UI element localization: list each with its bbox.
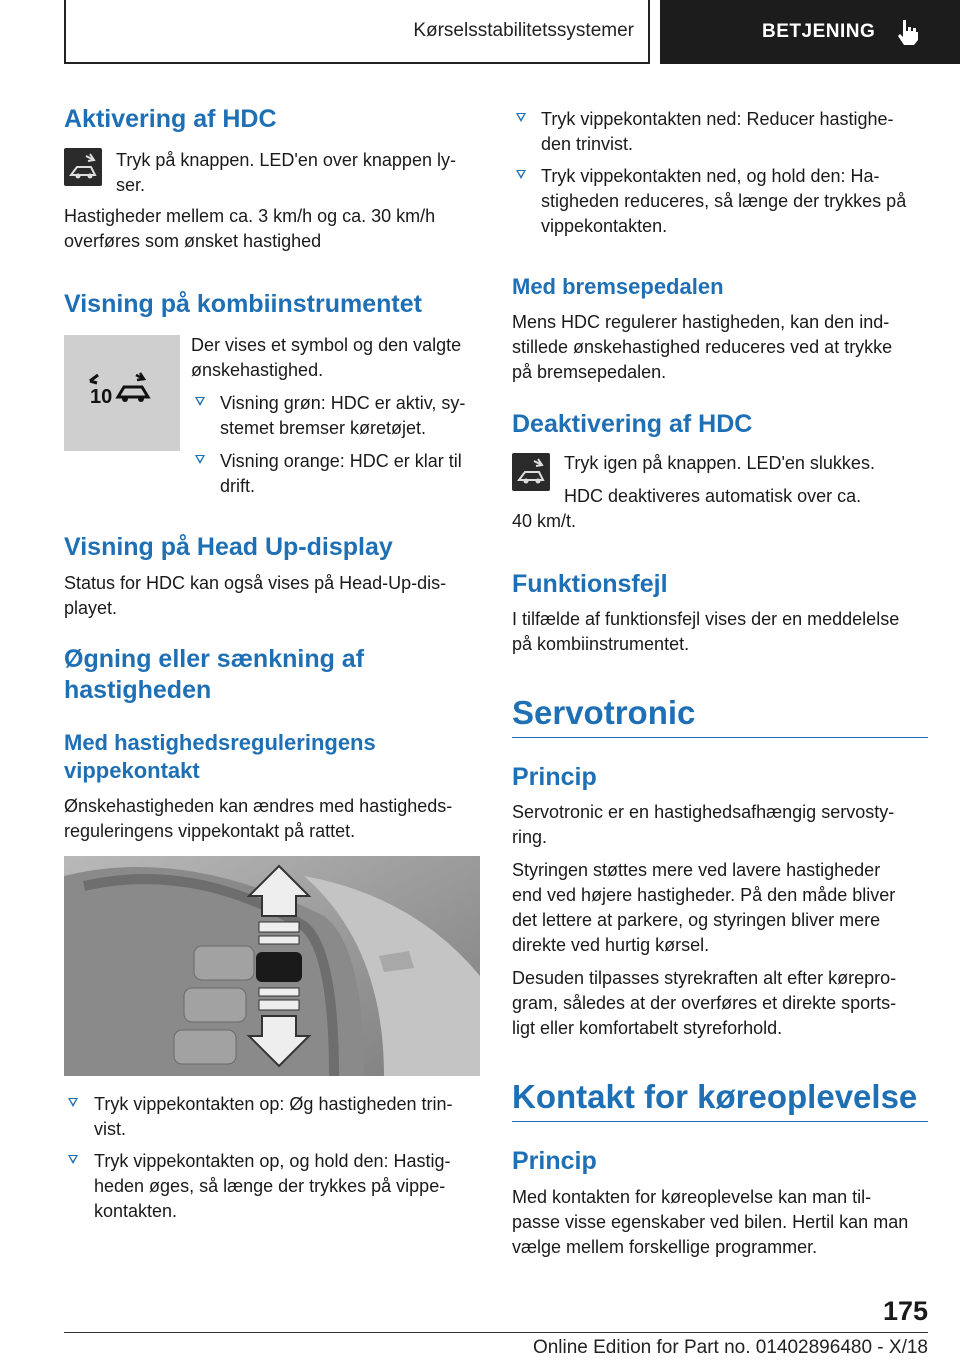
para-tryk-1: Tryk på knappen. LED'en over knappen ly- <box>116 150 456 170</box>
bullet-triangle-icon <box>516 170 526 179</box>
bullet-ned-hold-3: vippekontakten. <box>541 216 668 236</box>
bullet-groen-2: stemet bremser køretøjet. <box>220 418 427 438</box>
para-status-2: playet. <box>64 598 118 618</box>
para-status-1: Status for HDC kan også vises på Head-Up-dis- <box>64 573 447 593</box>
heading-kontakt-koereoplevelse: Kontakt for køreoplevelse <box>512 1078 918 1115</box>
heading-head-up: Visning på Head Up-display <box>64 533 393 561</box>
heading-princip-kontakt: Princip <box>512 1147 597 1175</box>
heading-funktionsfejl: Funktionsfejl <box>512 570 668 598</box>
bullet-triangle-icon <box>68 1098 78 1107</box>
para-kontakt-2: passe visse egenskaber ved bilen. Hertil kan man <box>512 1212 909 1232</box>
bullet-triangle-icon <box>68 1155 78 1164</box>
bullet-triangle-icon <box>195 455 205 464</box>
bullet-op-hold-3: kontakten. <box>94 1201 178 1221</box>
bullet-groen-1: Visning grøn: HDC er aktiv, sy- <box>220 393 466 413</box>
para-mens-2: stillede ønskehastighed reduceres ved at trykke <box>512 337 893 357</box>
bullet-ned-hold-2: stigheden reduceres, så længe der trykkes på <box>541 191 907 211</box>
para-der-vises-1: Der vises et symbol og den valgte <box>191 335 462 355</box>
para-kontakt-1: Med kontakten for køreoplevelse kan man til- <box>512 1187 872 1207</box>
heading-oegning-1: Øgning eller sænkning af <box>64 645 365 673</box>
para-fejl-2: på kombiinstrumentet. <box>512 634 690 654</box>
para-mens-1: Mens HDC regulerer hastigheden, kan den ind- <box>512 312 890 332</box>
para-tryk-igen: Tryk igen på knappen. LED'en slukkes. <box>564 453 875 473</box>
para-der-vises-2: ønskehastighed. <box>191 360 324 380</box>
bullet-triangle-icon <box>195 397 205 406</box>
para-desuden-1: Desuden tilpasses styrekraften alt efter kørepro- <box>512 968 897 988</box>
hand-pointer-icon <box>895 18 921 46</box>
hdc-button-icon <box>64 148 102 186</box>
para-servo-1: Servotronic er en hastighedsafhængig servosty- <box>512 802 895 822</box>
header-section-title <box>64 0 650 64</box>
subheading-vippekontakt-1: Med hastighedsreguleringens <box>64 730 376 755</box>
heading-deaktivering: Deaktivering af HDC <box>512 410 753 438</box>
heading-princip-servo: Princip <box>512 763 597 791</box>
bullet-orange-2: drift. <box>220 476 256 496</box>
display-speed-text: 10 <box>90 386 113 408</box>
heading-servotronic: Servotronic <box>512 694 696 731</box>
para-hastigheder-1: Hastigheder mellem ca. 3 km/h og ca. 30 km/h <box>64 206 436 226</box>
para-styring-2: end ved højere hastigheder. På den måde bliver <box>512 885 896 905</box>
para-styring-4: direkte ved hurtig kørsel. <box>512 935 710 955</box>
cluster-display-image <box>64 335 180 451</box>
para-styring-3: det lettere at parkere, og styringen bliver mere <box>512 910 881 930</box>
para-mens-3: på bremsepedalen. <box>512 362 667 382</box>
para-servo-2: ring. <box>512 827 548 847</box>
bullet-orange-1: Visning orange: HDC er klar til <box>220 451 462 471</box>
para-hastigheder-2: overføres som ønsket hastighed <box>64 231 322 251</box>
para-styring-1: Styringen støttes mere ved lavere hastigheder <box>512 860 881 880</box>
chapter-title: BETJENING <box>762 21 876 42</box>
footer-edition: Online Edition for Part no. 01402896480 - X/18 <box>532 1337 928 1358</box>
steering-wheel-image <box>64 856 480 1076</box>
page-number: 175 <box>882 1296 928 1326</box>
para-desuden-3: ligt eller komfortabelt styreforhold. <box>512 1018 783 1038</box>
subheading-bremsepedal: Med bremsepedalen <box>512 274 724 299</box>
para-desuden-2: gram, således at der overføres et direkte sports- <box>512 993 897 1013</box>
header-chapter <box>660 0 960 64</box>
subheading-vippekontakt-2: vippekontakt <box>64 758 200 783</box>
bullet-ned-1: Tryk vippekontakten ned: Reducer hastighe- <box>541 109 894 129</box>
para-oensk-1: Ønskehastigheden kan ændres med hastigheds- <box>64 796 453 816</box>
para-deakt-2: 40 km/t. <box>512 511 577 531</box>
footer-rule <box>64 1332 928 1333</box>
hdc-button-icon <box>512 453 550 491</box>
heading-oegning-2: hastigheden <box>64 676 212 704</box>
para-deakt-1: HDC deaktiveres automatisk over ca. <box>564 486 862 506</box>
heading-rule <box>512 737 928 738</box>
bullet-op-1: Tryk vippekontakten op: Øg hastigheden trin- <box>94 1094 453 1114</box>
para-fejl-1: I tilfælde af funktionsfejl vises der en meddelelse <box>512 609 900 629</box>
bullet-op-hold-2: heden øges, så længe der trykkes på vippe- <box>94 1176 446 1196</box>
bullet-op-hold-1: Tryk vippekontakten op, og hold den: Hastig- <box>94 1151 451 1171</box>
bullet-ned-2: den trinvist. <box>541 134 634 154</box>
bullet-triangle-icon <box>516 113 526 122</box>
heading-visning-kombi: Visning på kombiinstrumentet <box>64 290 422 318</box>
heading-rule <box>512 1121 928 1122</box>
para-oensk-2: reguleringens vippekontakt på rattet. <box>64 821 356 841</box>
bullet-op-2: vist. <box>94 1119 127 1139</box>
heading-aktivering-hdc: Aktivering af HDC <box>64 105 277 133</box>
para-kontakt-3: vælge mellem forskellige programmer. <box>512 1237 818 1257</box>
section-title: Kørselsstabilitetssystemer <box>413 20 634 41</box>
bullet-ned-hold-1: Tryk vippekontakten ned, og hold den: Ha- <box>541 166 880 186</box>
para-tryk-2: ser. <box>116 175 146 195</box>
